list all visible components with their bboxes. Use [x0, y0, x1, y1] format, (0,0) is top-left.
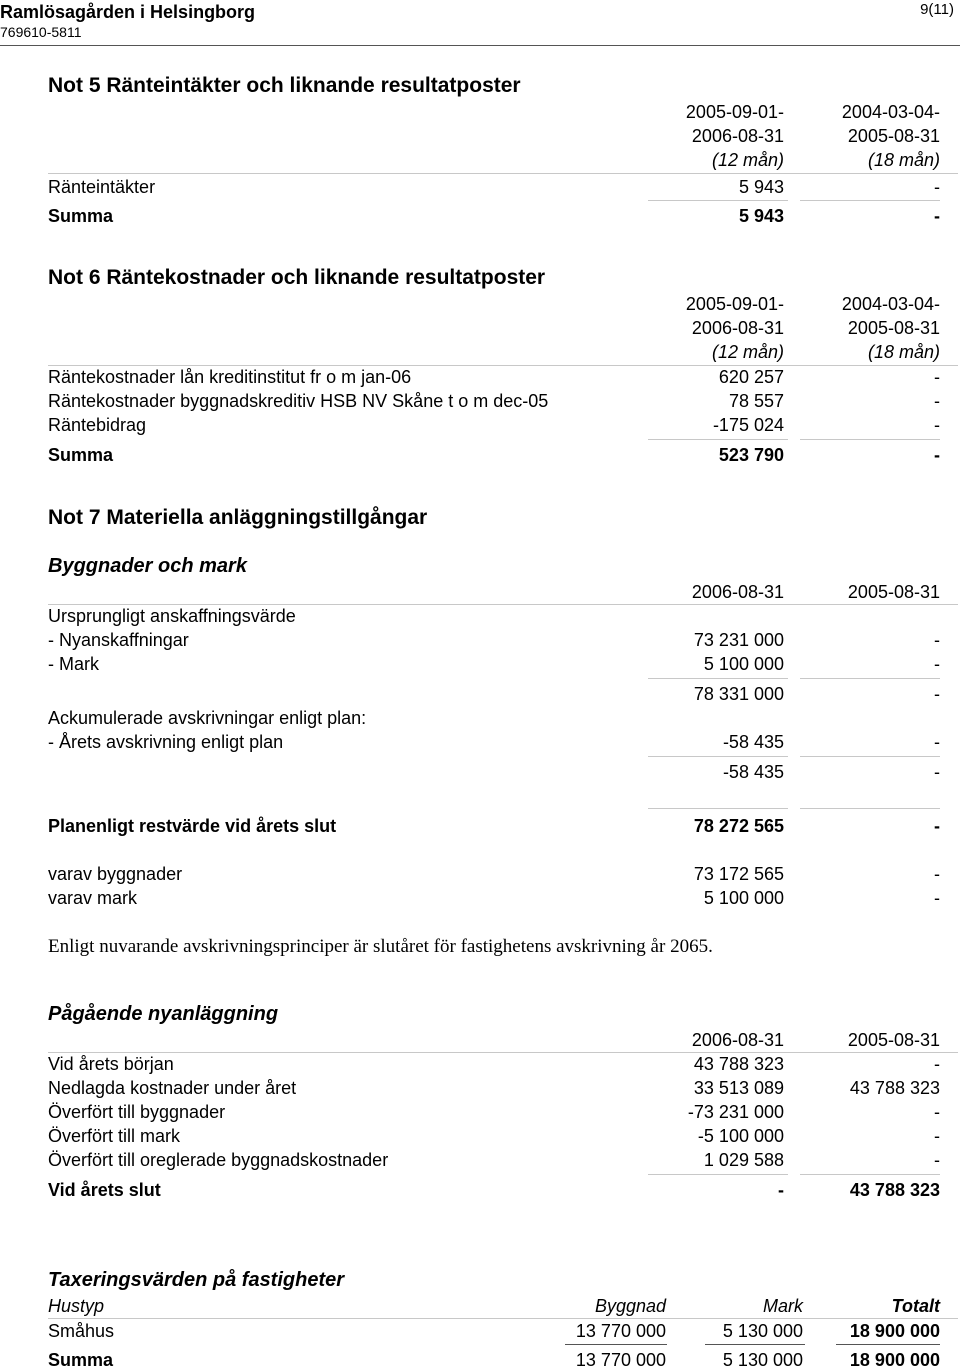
p-row-v2: - — [934, 1054, 940, 1074]
tax-sum-label: Summa — [48, 1350, 114, 1370]
tax-header-totalt: Totalt — [891, 1296, 940, 1316]
tax-title: Taxeringsvärden på fastigheter — [48, 1269, 345, 1291]
tax-header-mark: Mark — [763, 1296, 803, 1316]
dep-row-label: - Årets avskrivning enligt plan — [48, 732, 284, 752]
note6-col1-l3: (12 mån) — [711, 342, 784, 362]
tax-row-totalt: 18 900 000 — [849, 1321, 940, 1341]
dep-label: Ackumulerade avskrivningar enligt plan: — [48, 708, 367, 728]
p-row-v2: - — [934, 1126, 940, 1146]
p-row-label: Överfört till byggnader — [48, 1102, 226, 1122]
note6-col2-l1: 2004-03-04- — [841, 294, 940, 314]
note5-col1-l3: (12 mån) — [711, 150, 784, 170]
acq-row-v2: - — [934, 654, 940, 674]
p-row-v1: -73 231 000 — [687, 1102, 784, 1122]
acq-row-v1: 5 100 000 — [703, 654, 784, 674]
tax-row-mark: 5 130 000 — [722, 1321, 803, 1341]
p-row-v1: -5 100 000 — [697, 1126, 784, 1146]
note5-row-v2: - — [934, 177, 940, 197]
dep-row-v1: -58 435 — [722, 732, 784, 752]
header-rule — [0, 45, 960, 46]
residual-v2: - — [934, 816, 940, 836]
p-row-label: Överfört till oreglerade byggnadskostnader — [48, 1150, 389, 1170]
of-row-label: varav mark — [48, 888, 138, 908]
tax-row-label: Småhus — [48, 1321, 115, 1341]
of-row-v1: 5 100 000 — [703, 888, 784, 908]
of-row-label: varav byggnader — [48, 864, 183, 884]
note6-sum-label: Summa — [48, 445, 114, 465]
acq-row-label: - Nyanskaffningar — [48, 630, 189, 650]
residual-v1: 78 272 565 — [693, 816, 784, 836]
page-number: 9(11) — [920, 1, 954, 18]
note6-row-v2: - — [934, 367, 940, 387]
note5-sum-label: Summa — [48, 206, 114, 226]
of-row-v2: - — [934, 864, 940, 884]
note6-row-v1: 620 257 — [718, 367, 784, 387]
note6-sum-v2: - — [934, 445, 940, 465]
dep-total-v2: - — [934, 762, 940, 782]
tax-header-byggnad: Byggnad — [594, 1296, 666, 1316]
org-number: 769610-5811 — [0, 24, 82, 40]
note5-sum-v2: - — [934, 206, 940, 226]
tax-header-hustyp: Hustyp — [48, 1296, 105, 1316]
acq-label: Ursprungligt anskaffningsvärde — [48, 606, 296, 626]
note6-title: Not 6 Räntekostnader och liknande resultatposter — [48, 266, 546, 289]
dep-row-v2: - — [934, 732, 940, 752]
tax-sum-totalt: 18 900 000 — [849, 1350, 940, 1370]
p-col2: 2005-08-31 — [847, 1030, 940, 1050]
note5-row-v1: 5 943 — [738, 177, 784, 197]
dep-total-v1: -58 435 — [722, 762, 784, 782]
depreciation-note: Enligt nuvarande avskrivningsprinciper är slutåret för fastighetens avskrivning år 2065. — [48, 936, 713, 957]
of-row-v1: 73 172 565 — [693, 864, 784, 884]
acq-row-label: - Mark — [48, 654, 99, 674]
note6-row-v2: - — [934, 415, 940, 435]
p-row-label: Nedlagda kostnader under året — [48, 1078, 297, 1098]
tax-sum-mark: 5 130 000 — [722, 1350, 803, 1370]
org-name: Ramlösagården i Helsingborg — [0, 2, 256, 22]
note7-col2: 2005-08-31 — [847, 582, 940, 602]
note6-col1-l2: 2006-08-31 — [691, 318, 784, 338]
note7-sub2: Pågående nyanläggning — [48, 1003, 279, 1025]
p-row-label: Överfört till mark — [48, 1126, 181, 1146]
p-sum-v1: - — [778, 1180, 784, 1200]
p-sum-v2: 43 788 323 — [849, 1180, 940, 1200]
p-row-label: Vid årets början — [48, 1054, 174, 1074]
note6-row-v2: - — [934, 391, 940, 411]
note5-col2-l3: (18 mån) — [867, 150, 940, 170]
p-row-v1: 1 029 588 — [703, 1150, 784, 1170]
note7-col1: 2006-08-31 — [691, 582, 784, 602]
of-row-v2: - — [934, 888, 940, 908]
tax-row-byggnad: 13 770 000 — [575, 1321, 666, 1341]
note6-col2-l3: (18 mån) — [867, 342, 940, 362]
p-row-v2: - — [934, 1102, 940, 1122]
tax-sum-byggnad: 13 770 000 — [575, 1350, 666, 1370]
note6-row-label: Räntekostnader byggnadskreditiv HSB NV Skåne t o m dec-05 — [48, 391, 549, 411]
note6-row-label: Räntebidrag — [48, 415, 147, 435]
p-row-v2: 43 788 323 — [849, 1078, 940, 1098]
acq-row-v2: - — [934, 630, 940, 650]
note6-row-v1: 78 557 — [728, 391, 784, 411]
p-row-v2: - — [934, 1150, 940, 1170]
note5-sum-v1: 5 943 — [738, 206, 784, 226]
acq-total-v2: - — [934, 684, 940, 704]
note5-title: Not 5 Ränteintäkter och liknande resultatposter — [48, 74, 521, 97]
note6-col2-l2: 2005-08-31 — [847, 318, 940, 338]
note5-col2-l1: 2004-03-04- — [841, 102, 940, 122]
acq-row-v1: 73 231 000 — [693, 630, 784, 650]
residual-label: Planenligt restvärde vid årets slut — [48, 816, 337, 836]
note6-sum-v1: 523 790 — [718, 445, 784, 465]
p-row-v1: 33 513 089 — [693, 1078, 784, 1098]
p-sum-label: Vid årets slut — [48, 1180, 161, 1200]
note7-sub1: Byggnader och mark — [48, 555, 247, 577]
note5-col1-l1: 2005-09-01- — [685, 102, 784, 122]
note5-row-label: Ränteintäkter — [48, 177, 156, 197]
acq-total-v1: 78 331 000 — [693, 684, 784, 704]
p-row-v1: 43 788 323 — [693, 1054, 784, 1074]
note6-row-v1: -175 024 — [712, 415, 784, 435]
note6-row-label: Räntekostnader lån kreditinstitut fr o m jan-06 — [48, 367, 412, 387]
p-col1: 2006-08-31 — [691, 1030, 784, 1050]
note5-col1-l2: 2006-08-31 — [691, 126, 784, 146]
note5-col2-l2: 2005-08-31 — [847, 126, 940, 146]
note6-col1-l1: 2005-09-01- — [685, 294, 784, 314]
note7-title: Not 7 Materiella anläggningstillgångar — [48, 506, 428, 529]
